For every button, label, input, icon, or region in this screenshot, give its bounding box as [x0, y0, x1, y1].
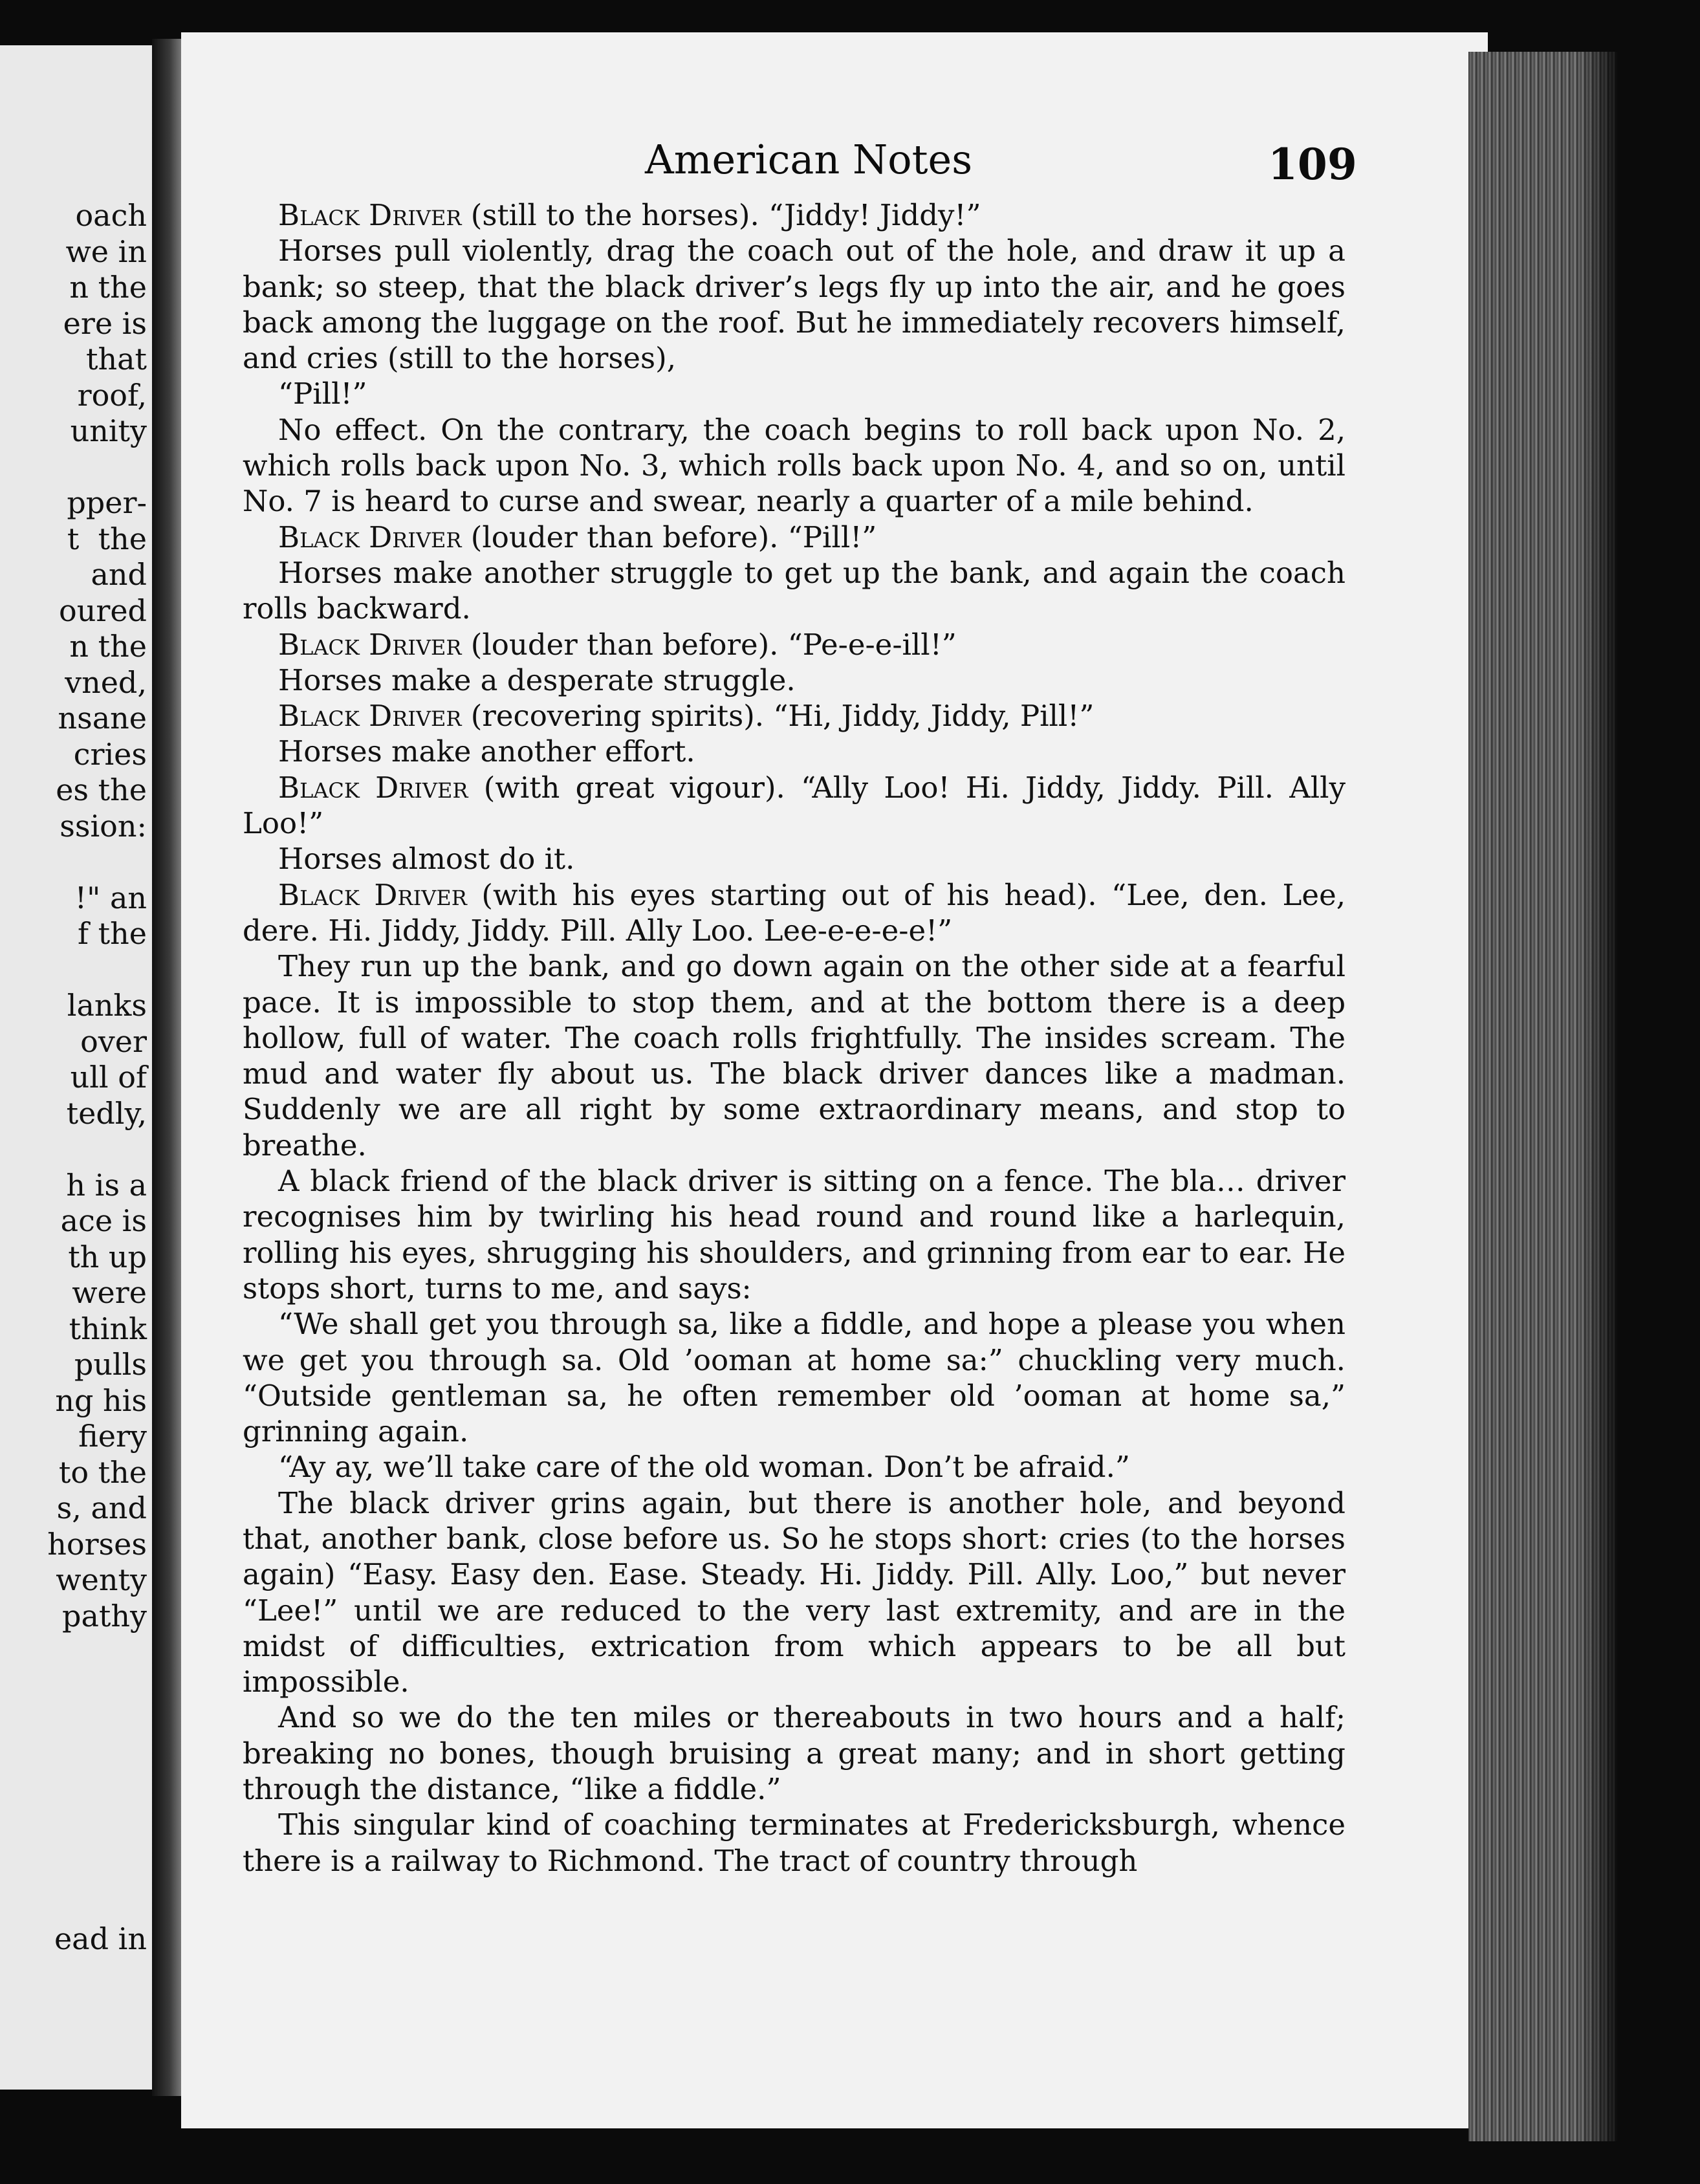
paragraph [243, 877, 1346, 949]
facing-page-line: vned, [65, 664, 147, 700]
paragraph-text: And so we do the ten miles or thereabouts in two hours and a half; breaking no bones, though bruising a great many; and in short getting through the distance, “like a fiddle.” [243, 1700, 1346, 1807]
speaker-name: Black Driver [278, 770, 468, 805]
facing-page-line: ng his [55, 1382, 147, 1418]
paragraph-text: (with great vigour). “Ally Loo! Hi. Jiddy, Jiddy. Pill. Ally Loo!” [243, 770, 1346, 841]
paragraph [243, 662, 1346, 698]
facing-page-line: n the [69, 629, 147, 664]
facing-page-line: h is a [66, 1167, 147, 1203]
facing-page-line [47, 1886, 147, 1922]
facing-page-line: oach [75, 198, 147, 233]
paragraph-text: Horses make another effort. [278, 734, 695, 769]
facing-page-line: !" an [74, 880, 147, 915]
paragraph-text: “We shall get you through sa, like a fiddle, and hope a please you when we get you through sa. Old ’ooman at home sa:” chuckling very much. “Outside gentleman sa, he often remember old ’ooman at home sa,” grinning again. [243, 1307, 1346, 1449]
book-gutter [152, 39, 181, 2096]
facing-page-line: es the [56, 772, 147, 807]
paragraph-text: “Pill!” [278, 377, 367, 411]
facing-page-line: ere is [63, 305, 147, 341]
facing-page-line [47, 1634, 147, 1670]
facing-page-line: f the [78, 916, 147, 951]
paragraph [243, 1485, 1346, 1700]
paragraph-text: Horses make a desperate struggle. [278, 662, 796, 697]
facing-page-line [47, 1850, 147, 1886]
paragraph-text: “Ay ay, we’ll take care of the old woman. Don’t be afraid.” [278, 1450, 1130, 1485]
facing-page-line [47, 1778, 147, 1814]
paragraph [243, 627, 1346, 662]
facing-page-line: lanks [67, 988, 147, 1023]
paragraph [243, 770, 1346, 842]
speaker-name: Black Driver [278, 699, 462, 734]
paragraph [243, 841, 1346, 877]
paragraph-text: This singular kind of coaching terminates at Fredericksburgh, whence there is a railway to Richmond. The tract of country through [243, 1807, 1346, 1878]
paragraph-text: Horses make another struggle to get up the bank, and again the coach rolls backward. [243, 555, 1346, 626]
paragraph [243, 197, 1346, 233]
facing-page-line: over [80, 1023, 147, 1059]
facing-page-line: roof, [77, 377, 147, 413]
facing-page-line: t the [67, 521, 147, 556]
facing-page-line: and [91, 557, 147, 592]
paragraph [243, 1699, 1346, 1807]
facing-page-line: pper- [67, 485, 147, 520]
facing-page-line: think [69, 1311, 147, 1346]
speaker-name: Black Driver [278, 877, 467, 912]
facing-page-line [47, 1742, 147, 1778]
facing-page-line [47, 1814, 147, 1850]
paragraph [243, 233, 1346, 376]
paragraph [243, 1807, 1346, 1879]
facing-page-line: th up [68, 1239, 147, 1274]
facing-page-line: n the [69, 270, 147, 305]
paragraph-text: (recovering spirits). “Hi, Jiddy, Jiddy, Pill!” [461, 699, 1095, 734]
running-head: American Notes [644, 136, 973, 183]
facing-page-line [47, 844, 147, 880]
paragraph [243, 1449, 1346, 1485]
paragraph [243, 698, 1346, 734]
page-number: 109 [1268, 139, 1357, 190]
speaker-name: Black Driver [278, 519, 462, 554]
paragraph-text: (still to the horses). “Jiddy! Jiddy!” [461, 198, 981, 232]
facing-page-line: nsane [58, 701, 147, 736]
facing-page [0, 45, 152, 2090]
facing-page-line: horses [47, 1526, 147, 1562]
facing-page-line: that [85, 342, 147, 377]
facing-page-line: we in [65, 234, 147, 269]
facing-page-line: ace is [60, 1203, 147, 1238]
paragraph [243, 376, 1346, 411]
facing-page-line: ull of [70, 1060, 147, 1095]
facing-page-line [47, 1131, 147, 1168]
facing-page-line [47, 1706, 147, 1742]
paragraph [243, 948, 1346, 1163]
facing-page-line: to the [58, 1454, 147, 1490]
paragraph-text: A black friend of the black driver is sitting on a fence. The bla… driver recognises him by twirling his head round and round like a harlequin, rolling his eyes, shrugging his shoulders, and grinning from ear to ear. He stops short, turns to me, and says: [243, 1164, 1346, 1305]
paragraph-text: No effect. On the contrary, the coach begins to roll back upon No. 2, which rolls back upon No. 3, which rolls back upon No. 4, and so on, until No. 7 is heard to curse and swear, nearly a quarter of a mile behind. [243, 412, 1346, 519]
facing-page-line: unity [70, 413, 147, 448]
facing-page-line: ead in [54, 1921, 147, 1956]
facing-page-line: pathy [62, 1598, 147, 1633]
paragraph [243, 734, 1346, 769]
facing-page-line: fiery [78, 1419, 147, 1454]
facing-page-line: were [72, 1275, 147, 1310]
facing-page-line: tedly, [66, 1095, 147, 1131]
facing-page-line: oured [59, 593, 147, 628]
paragraph-text: Horses almost do it. [278, 842, 575, 877]
speaker-name: Black Driver [278, 627, 462, 662]
facing-page-line: pulls [74, 1347, 147, 1382]
facing-page-line [47, 952, 147, 988]
speaker-name: Black Driver [278, 198, 462, 232]
facing-page-fragments [47, 198, 147, 1958]
facing-page-line: cries [73, 736, 147, 772]
paragraph [243, 1163, 1346, 1306]
paragraph-text: The black driver grins again, but there is another hole, and beyond that, another bank, close before us. So he stops short: cries (to the horses again) “Easy. Easy den. Ease. Steady. Hi. Jiddy. Pill. Ally. Loo,” but never “Lee!” until we are reduced to the very last extremity, and are in the midst of difficulties, extrication from which appears to be all but impossible. [243, 1485, 1346, 1699]
facing-page-line: s, and [56, 1491, 147, 1525]
paragraph [243, 412, 1346, 519]
paragraph [243, 555, 1346, 627]
paragraph-text: (louder than before). “Pe-e-e-ill!” [461, 627, 957, 662]
facing-page-line [47, 1670, 147, 1707]
paragraph-text: Horses pull violently, drag the coach out of the hole, and draw it up a bank; so steep, that the black driver’s legs fly up into the air, and he goes back among the luggage on the roof. But he immediately recovers himself, and cries (still to the horses), [243, 234, 1346, 376]
paragraph [243, 519, 1346, 555]
body-text [243, 197, 1346, 1879]
facing-page-line: ssion: [60, 808, 147, 844]
facing-page-line: wenty [56, 1562, 147, 1597]
paragraph-text: (with his eyes starting out of his head). “Lee, den. Lee, dere. Hi. Jiddy, Jiddy. Pill. Ally Loo. Lee-e-e-e-e!” [243, 877, 1346, 948]
facing-page-line [47, 450, 147, 486]
paragraph-text: They run up the bank, and go down again on the other side at a fearful pace. It is impossible to stop them, and at the bottom there is a deep hollow, full of water. The coach rolls frightfully. The insides scream. The mud and water fly about us. The black driver dances like a madman. Suddenly we are all right by some extraordinary means, and stop to breathe. [243, 949, 1346, 1163]
page-edges [1468, 52, 1617, 2141]
paragraph [243, 1306, 1346, 1449]
paragraph-text: (louder than before). “Pill!” [461, 519, 877, 554]
